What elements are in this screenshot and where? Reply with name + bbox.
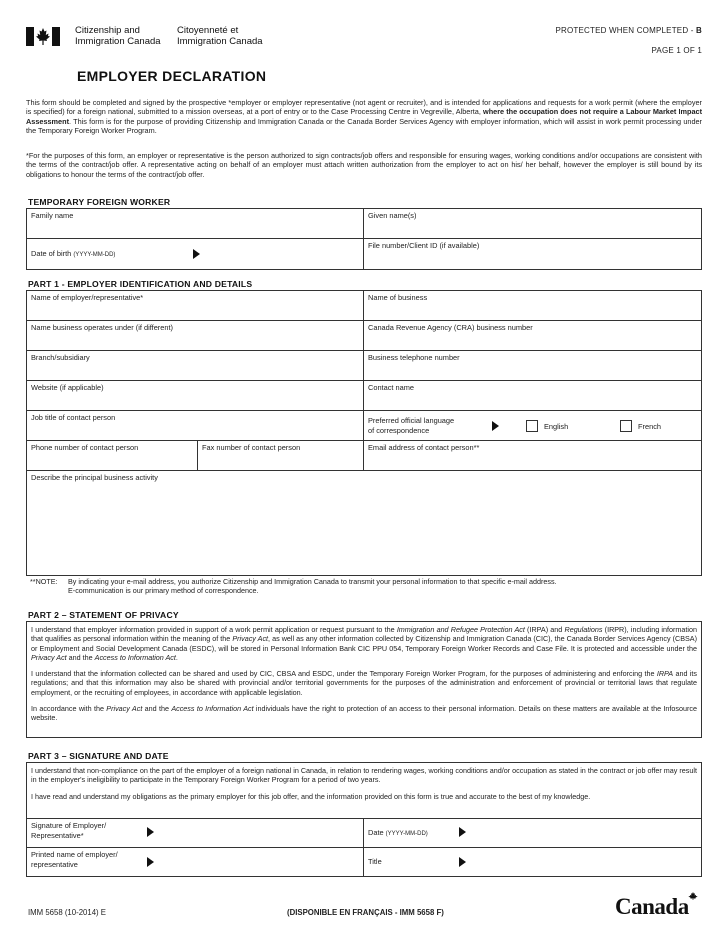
english-checkbox[interactable] [526, 420, 538, 432]
operates-under-field[interactable]: Name business operates under (if different) [26, 320, 364, 351]
canada-flag-icon [26, 27, 60, 46]
title-field[interactable]: Title [363, 847, 702, 877]
contact-fax-field[interactable]: Fax number of contact person [197, 440, 364, 471]
contact-email-field[interactable]: Email address of contact person** [363, 440, 702, 471]
english-label: English [544, 422, 569, 431]
business-phone-field[interactable]: Business telephone number [363, 350, 702, 381]
family-name-field[interactable]: Family name [26, 208, 364, 239]
signature-field[interactable]: Signature of Employer/ Representative* [26, 818, 364, 848]
form-id: IMM 5658 (10-2014) E [28, 908, 107, 917]
intro-paragraph-2: *For the purposes of this form, an employer or representative is the person authorized to sign contracts/job offers and responsible for ensuring wages, working conditions and/or occupations are consistent with the terms of the contract/job offer. A representative acting on behalf of an employer must attach written authorization from the employer to act on his/ her behalf, however the employer is still bound by its obligations to honour the terms of the contract/job offer. [26, 151, 702, 179]
given-names-field[interactable]: Given name(s) [363, 208, 702, 239]
signature-statement: I understand that non-compliance on the part of the employer of a foreign national in Canada, in relation to rendering wages, working conditions and/or occupation as stated in the contract or job offer may result in the employer's ineligibility to participate in the Temporary Foreign Worker Program for a period of two years. I have read and understand my obligations as the primary employer for this job offer, and the information provided on this form is true and accurate to the best of my knowledge. [26, 762, 702, 819]
french-version-note: (DISPONIBLE EN FRANÇAIS - IMM 5658 F) [287, 908, 444, 917]
tfw-heading: TEMPORARY FOREIGN WORKER [28, 197, 171, 207]
part2-heading: PART 2 – STATEMENT OF PRIVACY [28, 610, 179, 620]
arrow-right-icon [147, 857, 154, 867]
contact-phone-field[interactable]: Phone number of contact person [26, 440, 198, 471]
french-checkbox[interactable] [620, 420, 632, 432]
email-note-label: **NOTE: [30, 577, 58, 586]
part3-heading: PART 3 – SIGNATURE AND DATE [28, 751, 169, 761]
intro-paragraph-1: This form should be completed and signed by the prospective *employer or employer representative (not agent or recruiter), and is intended for applications and requests for a work permit (where the employer is specified) for a foreign national, submitted to a mission overseas, at a port of entry or to the Case Processing Centre in Vegreville, Alberta, where the occupation does not require a Labour Market Impact Assessment. This form is for the purpose of providing Citizenship and Immigration Canada or the Canada Border Services Agency with employer information, which will assist in work permit processing under the Temporary Foreign Worker Program. [26, 98, 702, 136]
department-name-fr: Citoyenneté et Immigration Canada [177, 25, 263, 47]
arrow-right-icon [492, 421, 499, 431]
arrow-right-icon [193, 249, 200, 259]
date-field[interactable]: Date (YYYY-MM-DD) [363, 818, 702, 848]
page-title: EMPLOYER DECLARATION [77, 68, 267, 84]
printed-name-field[interactable]: Printed name of employer/ representative [26, 847, 364, 877]
file-number-field[interactable]: File number/Client ID (if available) [363, 238, 702, 270]
business-activity-field[interactable]: Describe the principal business activity [26, 470, 702, 576]
arrow-right-icon [459, 827, 466, 837]
date-of-birth-field[interactable]: Date of birth (YYYY-MM-DD) [26, 238, 364, 270]
privacy-statement: I understand that employer information provided in support of a work permit application or request pursuant to the Immigration and Refugee Protection Act (IRPA) and Regulations (IRPR), including information that qualifies as personal information within the meaning of the Privacy Act, as well as any other information collected by Citizenship and Immigration Canada (CIC), the Canada Border Services Agency (CBSA) or Employment and Social Development Canada (ESDC), will be stored in Personal Information Bank CIC PPU 054, Temporary Foreign Worker Records and Case File. It is protected and accessible under the Privacy Act and the Access to Information Act. I understand that the information collected can be shared and used by CIC, CBSA and ESDC, under the Temporary Foreign Worker Program, for the purposes of administering and enforcing the IRPA and its regulations; and that this information may also be shared with provincial and/or territorial governments for the purposes of the administration and enforcement of provincial or territorial laws that regulate employment, or the recruiting of employees, in accordance with applicable legislation. In accordance with the Privacy Act and the Access to Information Act individuals have the right to protection of an access to their personal information. Details on these matters are available at the Infosource website. [26, 621, 702, 738]
french-label: French [638, 422, 662, 431]
page-indicator: PAGE 1 OF 1 [651, 46, 702, 55]
business-name-field[interactable]: Name of business [363, 290, 702, 321]
employer-name-field[interactable]: Name of employer/representative* [26, 290, 364, 321]
job-title-field[interactable]: Job title of contact person [26, 410, 364, 441]
email-note: By indicating your e-mail address, you authorize Citizenship and Immigration Canada to transmit your personal information to that specific e-mail address. E-communication is our primary method of correspondence. [68, 577, 557, 596]
department-name-en: Citizenship and Immigration Canada [75, 25, 161, 47]
preferred-language-group: Preferred official language of correspondence [363, 410, 702, 441]
part1-heading: PART 1 - EMPLOYER IDENTIFICATION AND DETAILS [28, 279, 253, 289]
cra-number-field[interactable]: Canada Revenue Agency (CRA) business number [363, 320, 702, 351]
maple-leaf-icon [688, 892, 698, 900]
branch-field[interactable]: Branch/subsidiary [26, 350, 364, 381]
arrow-right-icon [459, 857, 466, 867]
arrow-right-icon [147, 827, 154, 837]
website-field[interactable]: Website (if applicable) [26, 380, 364, 411]
protected-label: PROTECTED WHEN COMPLETED - B [555, 26, 702, 35]
contact-name-field[interactable]: Contact name [363, 380, 702, 411]
canada-wordmark: Canada [615, 894, 689, 919]
